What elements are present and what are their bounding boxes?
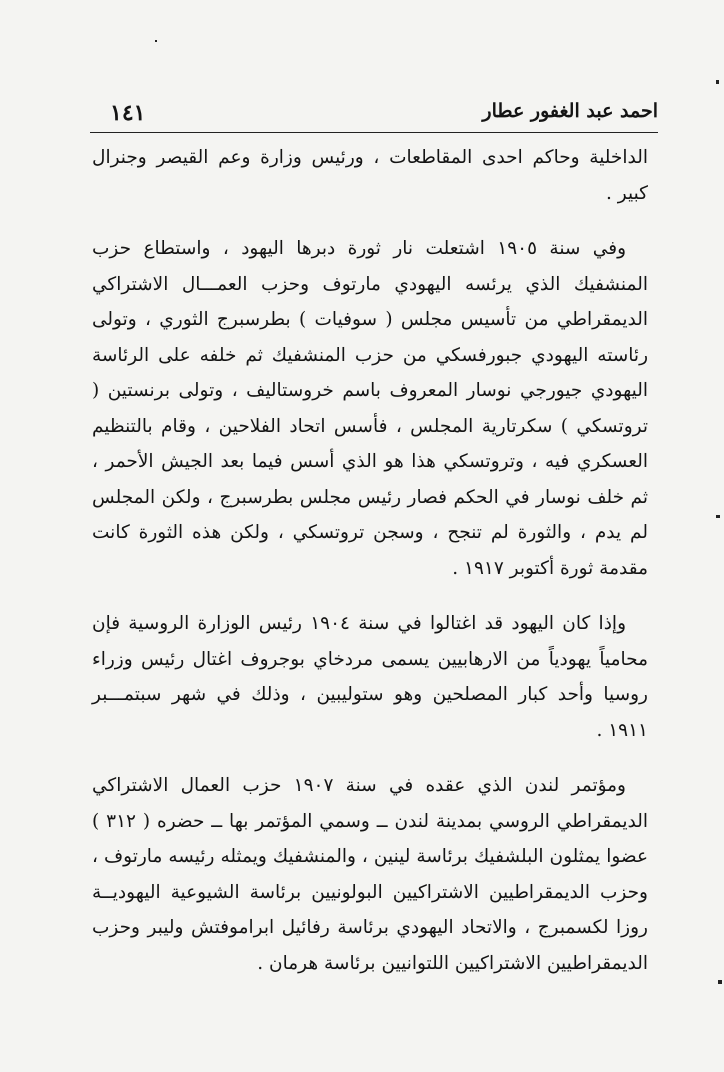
- paragraph-continuation: الداخلية وحاكم احدى المقاطعات ، ورئيس وزارة وعم القيصر وجنرال كبير .: [92, 147, 648, 204]
- body-text: [92, 140, 648, 981]
- scan-speck: [155, 40, 157, 42]
- scan-speck: [716, 515, 720, 518]
- running-title: احمد عبد الغفور عطار: [482, 100, 658, 122]
- paragraph-stolypin-assassination: وإذا كان اليهود قد اغتالوا في سنة ١٩٠٤ رئيس الوزارة الروسية فإن محامياً يهودياً من الارهابيين يسمى مردخاي بوجروف اغتال رئيس وزراء روسيا وأحد كبار المصلحين وهو ستوليبين ، وذلك في شهر سبتمـــبر ١٩١١ .: [92, 613, 648, 741]
- scan-speck: [718, 980, 722, 984]
- paragraph-london-congress: ومؤتمر لندن الذي عقده في سنة ١٩٠٧ حزب العمال الاشتراكي الديمقراطي الروسي بمدينة لندن ــ وسمي المؤتمر بها ــ حضره ( ٣١٢ ) عضوا يمثلون البلشفيك برئاسة لينين ، والمنشفيك ويمثله رئيسه مارتوف ، وحزب الديمقراطيين الاشتراكيين البولونيين برئاسة الشيوعية اليهوديــة روزا لكسمبرج ، والاتحاد اليهودي برئاسة رفائيل ابراموفتش وليبر وحزب الديمقراطيين الاشتراكيين اللتوانيين برئاسة هرمان .: [92, 775, 648, 974]
- page-header: [90, 96, 658, 126]
- header-rule: [90, 132, 658, 133]
- paragraph-1905-revolution: وفي سنة ١٩٠٥ اشتعلت نار ثورة دبرها اليهود ، واستطاع حزب المنشفيك الذي يرئسه اليهودي مارتوف وحزب العمـــال الاشتراكي الديمقراطي من تأسيس مجلس ( سوفيات ) بطرسبرج الثوري ، وتولى رئاسته اليهودي جبورفسكي من حزب المنشفيك ثم خلفه على الرئاسة اليهودي جيورجي نوسار المعروف باسم خروستاليف ، وتولى برنستين ( تروتسكي ) سكرتارية المجلس ، فأسس اتحاد الفلاحين ، وقام بالتنظيم العسكري فيه ، وتروتسكي هذا هو الذي أسس فيما بعد الجيش الأحمر ، ثم خلف نوسار في الحكم فصار رئيس مجلس بطرسبرج ، ولكن المجلس لم يدم ، والثورة لم تنجح ، وسجن تروتسكي ، ولكن هذه الثورة كانت مقدمة ثورة أكتوبر ١٩١٧ .: [92, 238, 648, 579]
- page-number: ١٤١: [110, 100, 146, 126]
- scan-speck: [716, 80, 719, 84]
